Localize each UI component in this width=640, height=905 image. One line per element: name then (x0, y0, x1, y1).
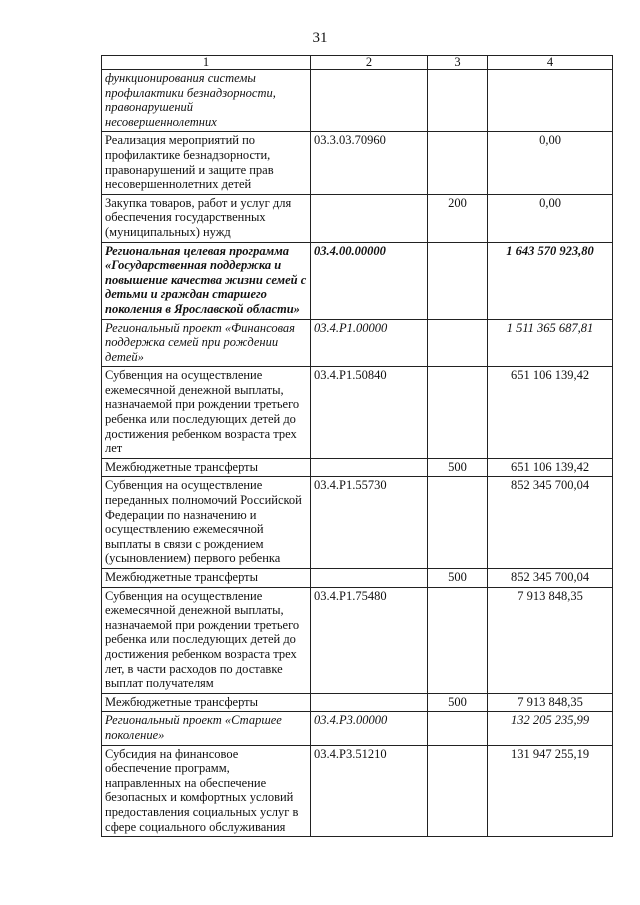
row-group: 500 (428, 569, 488, 588)
row-name: Реализация мероприятий по профилактике безнадзорности, правонарушений и защите прав несовершеннолетних детей (102, 132, 311, 194)
row-amount: 132 205 235,99 (488, 712, 613, 745)
table-row (102, 712, 613, 745)
row-code: 03.4.P3.51210 (311, 745, 428, 837)
row-name: Закупка товаров, работ и услуг для обеспечения государственных (муниципальных) нужд (102, 194, 311, 242)
row-name: Региональный проект «Старшее поколение» (102, 712, 311, 745)
table-row (102, 693, 613, 712)
row-code: 03.4.P1.75480 (311, 587, 428, 693)
row-code (311, 194, 428, 242)
row-name: Субвенция на осуществление ежемесячной денежной выплаты, назначаемой при рождении третьего ребенка или последующих детей до достижения ребенком возраста трех лет (102, 367, 311, 459)
row-group (428, 242, 488, 319)
row-code: 03.4.00.00000 (311, 242, 428, 319)
row-amount: 651 106 139,42 (488, 367, 613, 459)
row-code (311, 458, 428, 477)
header-col-4: 4 (488, 56, 613, 70)
table-row (102, 458, 613, 477)
row-group (428, 70, 488, 132)
header-col-1: 1 (102, 56, 311, 70)
table-row (102, 194, 613, 242)
row-name: Межбюджетные трансферты (102, 569, 311, 588)
row-name: Региональная целевая программа «Государственная поддержка и повышение качества жизни семей с детьми и граждан старшего поколения в Ярославской области» (102, 242, 311, 319)
table-row (102, 477, 613, 569)
row-amount: 0,00 (488, 132, 613, 194)
row-group (428, 132, 488, 194)
row-group: 500 (428, 693, 488, 712)
row-group (428, 367, 488, 459)
row-amount: 651 106 139,42 (488, 458, 613, 477)
row-amount: 1 643 570 923,80 (488, 242, 613, 319)
table-row (102, 367, 613, 459)
table-row (102, 70, 613, 132)
row-code (311, 70, 428, 132)
row-name: функционирования системы профилактики безнадзорности, правонарушений несовершеннолетних (102, 70, 311, 132)
row-group (428, 477, 488, 569)
row-code: 03.4.P1.50840 (311, 367, 428, 459)
table-row (102, 132, 613, 194)
header-col-3: 3 (428, 56, 488, 70)
row-group (428, 745, 488, 837)
row-amount: 7 913 848,35 (488, 587, 613, 693)
table-row (102, 745, 613, 837)
table-row (102, 569, 613, 588)
row-group (428, 319, 488, 367)
row-group: 500 (428, 458, 488, 477)
row-code: 03.4.P3.00000 (311, 712, 428, 745)
row-amount: 7 913 848,35 (488, 693, 613, 712)
row-name: Субсидия на финансовое обеспечение программ, направленных на обеспечение безопасных и комфортных условий предоставления социальных услуг в сфере социального обслуживания (102, 745, 311, 837)
row-amount (488, 70, 613, 132)
row-code (311, 693, 428, 712)
table-row (102, 242, 613, 319)
row-name: Региональный проект «Финансовая поддержка семей при рождении детей» (102, 319, 311, 367)
row-code: 03.4.P1.55730 (311, 477, 428, 569)
table-row (102, 319, 613, 367)
row-amount: 852 345 700,04 (488, 477, 613, 569)
row-group: 200 (428, 194, 488, 242)
row-name: Межбюджетные трансферты (102, 458, 311, 477)
row-name: Субвенция на осуществление ежемесячной денежной выплаты, назначаемой при рождении третьего ребенка или последующих детей до достижения ребенком возраста трех лет, в части расходов по доставке выплат получателям (102, 587, 311, 693)
budget-table (101, 55, 613, 837)
row-code: 03.3.03.70960 (311, 132, 428, 194)
row-name: Субвенция на осуществление переданных полномочий Российской Федерации по назначению и осуществлению ежемесячной выплаты в связи с рождением (усыновлением) первого ребенка (102, 477, 311, 569)
table-row (102, 587, 613, 693)
row-code: 03.4.P1.00000 (311, 319, 428, 367)
row-amount: 0,00 (488, 194, 613, 242)
row-amount: 1 511 365 687,81 (488, 319, 613, 367)
row-amount: 131 947 255,19 (488, 745, 613, 837)
page-number: 31 (312, 30, 328, 46)
table-header-row (102, 56, 613, 70)
row-group (428, 587, 488, 693)
header-col-2: 2 (311, 56, 428, 70)
row-code (311, 569, 428, 588)
row-group (428, 712, 488, 745)
row-name: Межбюджетные трансферты (102, 693, 311, 712)
row-amount: 852 345 700,04 (488, 569, 613, 588)
